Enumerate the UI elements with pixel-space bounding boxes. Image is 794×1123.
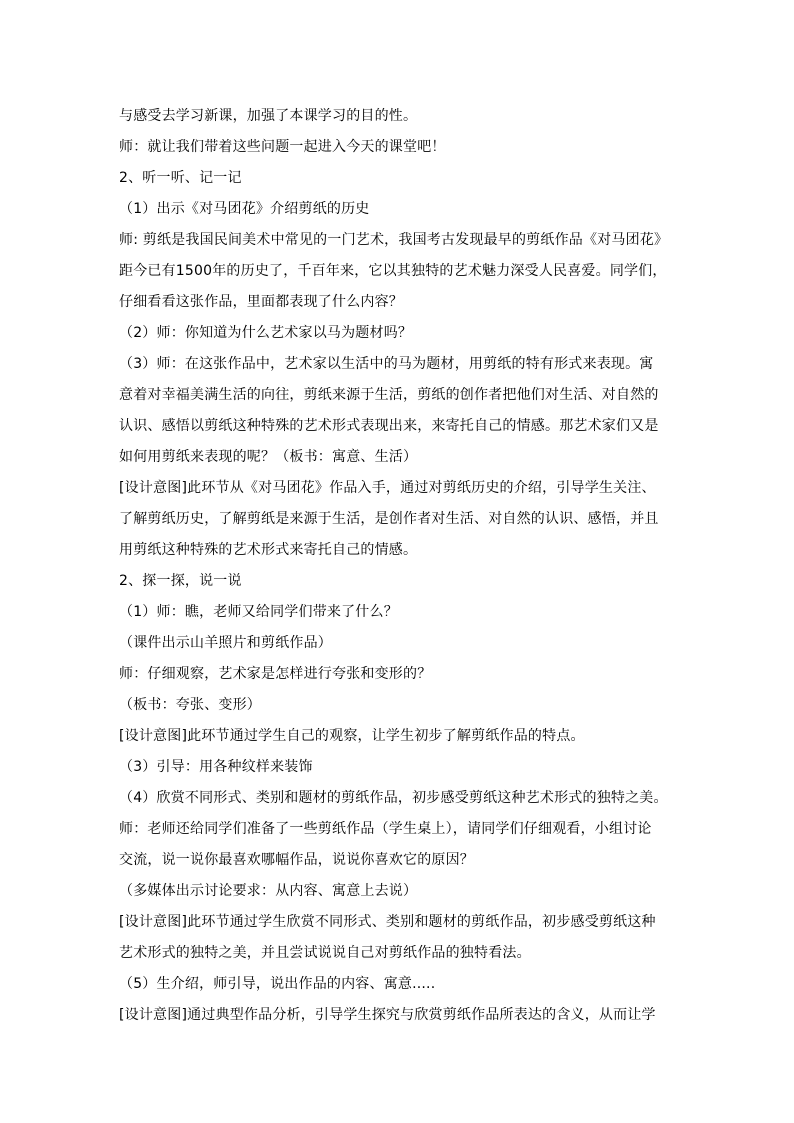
text-line: 艺术形式的独特之美，并且尝试说说自己对剪纸作品的独特看法。 [119,945,531,961]
text-line: （3）师：在这张作品中，艺术家以生活中的马为题材，用剪纸的特有形式来表现。寓 [119,356,654,372]
text-line: 认识、感悟以剪纸这种特殊的艺术形式表现出来，来寄托自己的情感。那艺术家们又是 [119,418,659,434]
document-body [119,101,679,1031]
text-line: 意着对幸福美满生活的向往，剪纸来源于生活，剪纸的创作者把他们对生活、对自然的 [119,387,659,403]
text-line: （1）师：瞧，老师又给同学们带来了什么？ [119,604,398,620]
text-line: 师：就让我们带着这些问题一起进入今天的课堂吧！ [119,139,446,155]
text-line: 师: 剪纸是我国民间美术中常见的一门艺术，我国考古发现最早的剪纸作品《对马团花》 [119,232,669,248]
text-line: （课件出示山羊照片和剪纸作品） [119,635,332,651]
text-line: （2）师：你知道为什么艺术家以马为题材吗？ [119,325,413,341]
design-intent-line: [设计意图]此环节通过学生欣赏不同形式、类别和题材的剪纸作品，初步感受剪纸这种 [119,914,656,930]
text-line: （板书：夸张、变形） [119,697,261,713]
design-intent-line: [设计意图]此环节从《对马团花》作品入手，通过对剪纸历史的介绍，引导学生关注、 [119,480,656,496]
section-heading: 2、听一听、记一记 [119,170,242,186]
text-line: 师：仔细观察，艺术家是怎样进行夸张和变形的？ [119,666,432,682]
text-line: 与感受去学习新课，加强了本课学习的目的性。 [119,108,418,124]
design-intent-line: [设计意图]通过典型作品分析，引导学生探究与欣赏剪纸作品所表达的含义，从而让学 [119,1007,656,1023]
text-line: 用剪纸这种特殊的艺术形式来寄托自己的情感。 [119,542,418,558]
text-line: 了解剪纸历史，了解剪纸是来源于生活，是创作者对生活、对自然的认识、感悟，并且 [119,511,659,527]
text-line: 距今已有1500年的历史了，千百年来，它以其独特的艺术魅力深受人民喜爱。同学们， [119,263,667,279]
section-heading: 2、探一探，说一说 [119,573,242,589]
text-line: （5）生介绍，师引导，说出作品的内容、寓意..... [119,976,436,992]
text-line: 仔细看看这张作品，里面都表现了什么内容？ [119,294,403,310]
text-line: （4）欣赏不同形式、类别和题材的剪纸作品，初步感受剪纸这种艺术形式的独特之美。 [119,790,668,806]
design-intent-line: [设计意图]此环节通过学生自己的观察，让学生初步了解剪纸作品的特点。 [119,728,585,744]
text-line: 如何用剪纸来表现的呢？（板书：寓意、生活） [119,449,418,465]
text-line: （多媒体出示讨论要求：从内容、寓意上去说） [119,883,418,899]
text-line: 交流，说一说你最喜欢哪幅作品，说说你喜欢它的原因？ [119,852,474,868]
text-line: （1）出示《对马团花》介绍剪纸的历史 [119,201,370,217]
text-line: 师：老师还给同学们准备了一些剪纸作品（学生桌上），请同学们仔细观看，小组讨论 [119,821,652,837]
text-line: （3）引导：用各种纹样来装饰 [119,759,313,775]
